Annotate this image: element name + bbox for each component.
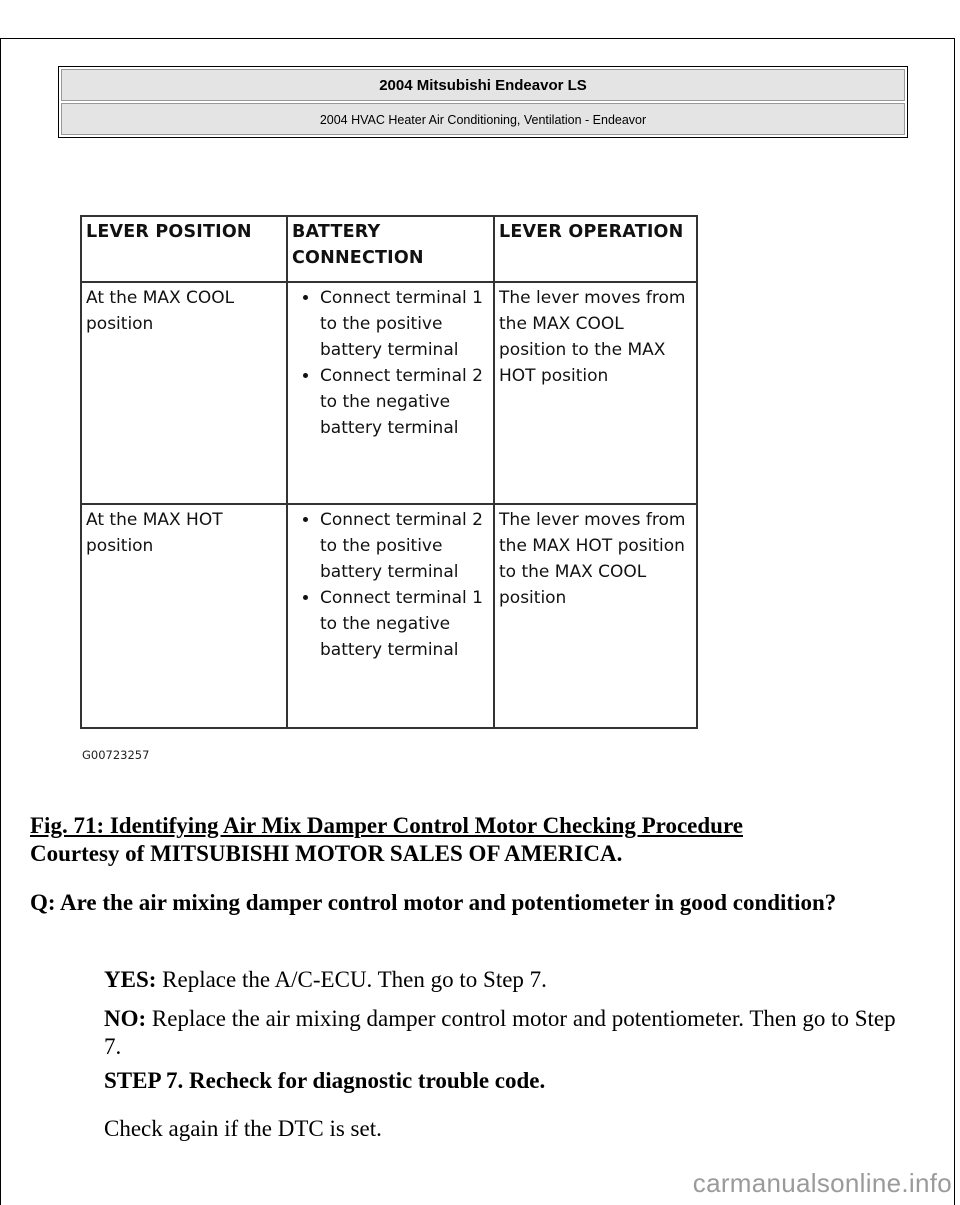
lever-operation-cell: The lever moves from the MAX HOT position to the MAX COOL position bbox=[494, 504, 697, 728]
figure-title: Fig. 71: Identifying Air Mix Damper Control Motor Checking Procedure bbox=[30, 813, 743, 838]
lever-operation-cell: The lever moves from the MAX COOL position to the MAX HOT position bbox=[494, 282, 697, 504]
table-row bbox=[81, 282, 697, 504]
battery-connection-cell bbox=[287, 504, 494, 728]
figure-caption bbox=[30, 812, 743, 868]
header-subtitle: 2004 HVAC Heater Air Conditioning, Ventilation - Endeavor bbox=[61, 103, 905, 135]
diagnostic-question: Q: Are the air mixing damper control motor and potentiometer in good condition? bbox=[30, 890, 837, 915]
column-header-lever-operation: LEVER OPERATION bbox=[494, 216, 697, 282]
answer-yes-label: YES: bbox=[104, 967, 157, 992]
answer-no-text: Replace the air mixing damper control motor and potentiometer. Then go to Step 7. bbox=[104, 1006, 896, 1059]
lever-position-cell: At the MAX HOT position bbox=[81, 504, 287, 728]
step-instruction: Check again if the DTC is set. bbox=[104, 1116, 382, 1141]
document-header bbox=[58, 66, 908, 138]
connection-item: • Connect terminal 1 to the negative battery terminal bbox=[320, 585, 489, 663]
table-header-row bbox=[81, 216, 697, 282]
answer-no-label: NO: bbox=[104, 1006, 147, 1031]
column-header-lever-position: LEVER POSITION bbox=[81, 216, 287, 282]
figure-code: G00723257 bbox=[82, 748, 150, 762]
connection-item: • Connect terminal 2 to the positive battery terminal bbox=[320, 507, 489, 585]
lever-operation-table bbox=[80, 215, 698, 729]
answer-yes-text: Replace the A/C-ECU. Then go to Step 7. bbox=[156, 967, 547, 992]
figure-courtesy: Courtesy of MITSUBISHI MOTOR SALES OF AMERICA. bbox=[30, 841, 623, 866]
answer-no bbox=[104, 1005, 904, 1061]
step-heading: STEP 7. Recheck for diagnostic trouble code. bbox=[104, 1068, 546, 1093]
table-row bbox=[81, 504, 697, 728]
answer-yes bbox=[104, 966, 904, 994]
header-title: 2004 Mitsubishi Endeavor LS bbox=[61, 69, 905, 101]
column-header-battery-connection: BATTERY CONNECTION bbox=[287, 216, 494, 282]
battery-connection-cell bbox=[287, 282, 494, 504]
lever-position-cell: At the MAX COOL position bbox=[81, 282, 287, 504]
watermark: carmanualsonline.info bbox=[692, 1168, 952, 1198]
connection-item: • Connect terminal 2 to the negative battery terminal bbox=[320, 363, 489, 441]
connection-item: • Connect terminal 1 to the positive battery terminal bbox=[320, 285, 489, 363]
